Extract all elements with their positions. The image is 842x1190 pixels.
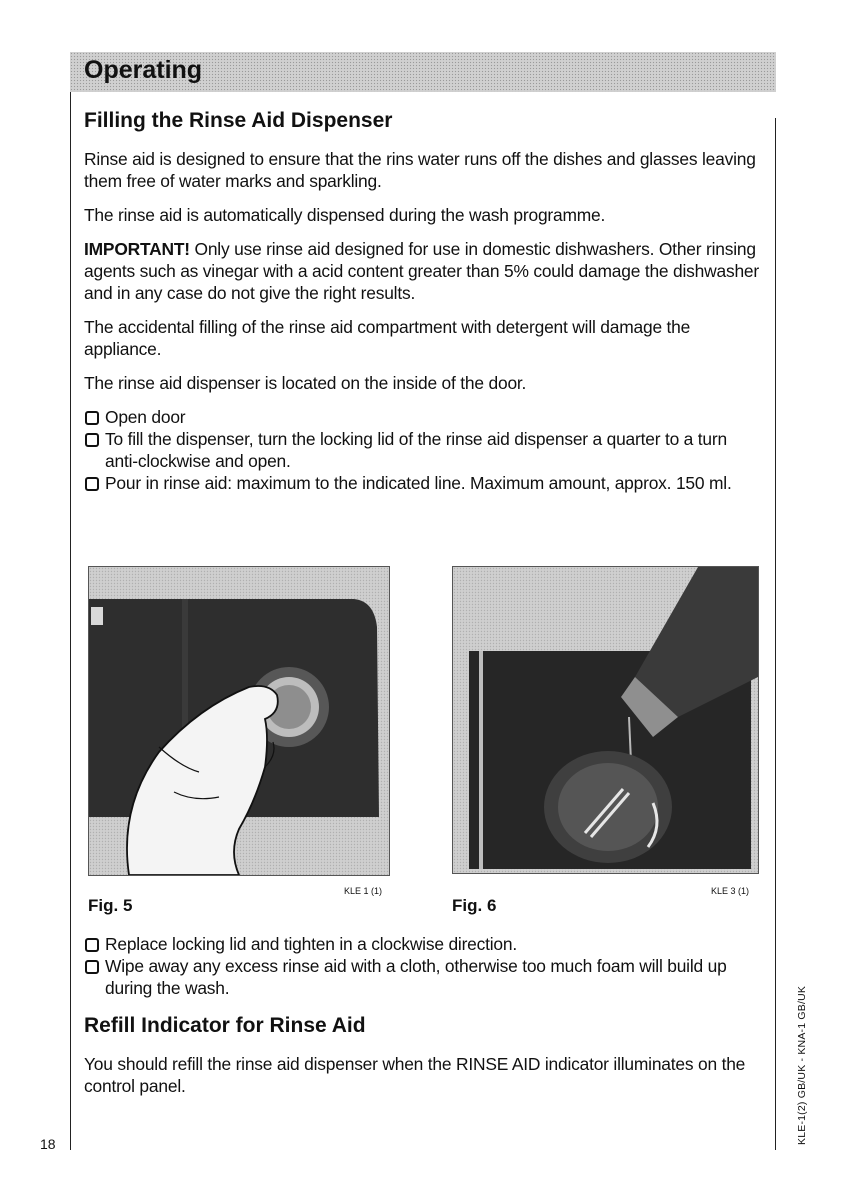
- hand-turning-lid-illustration: [89, 567, 389, 875]
- step-item: Replace locking lid and tighten in a clockwise direction.: [84, 933, 764, 955]
- figure-6-code: KLE 3 (1): [711, 886, 750, 896]
- figure-5-caption: Fig. 5: [88, 896, 133, 915]
- filling-steps: [84, 406, 764, 494]
- step-item: Pour in rinse aid: maximum to the indicated line. Maximum amount, approx. 150 ml.: [84, 472, 764, 494]
- step-item: To fill the dispenser, turn the locking lid of the rinse aid dispenser a quarter to a turn anti-clockwise and open.: [84, 428, 764, 472]
- section-banner: [70, 52, 776, 92]
- paragraph-refill-indicator: You should refill the rinse aid dispenser when the RINSE AID indicator illuminates on the control panel.: [84, 1054, 746, 1096]
- paragraph-auto-dispense: The rinse aid is automatically dispensed during the wash programme.: [84, 205, 606, 225]
- section-title: Operating: [84, 56, 203, 84]
- heading-filling-rinse-aid: Filling the Rinse Aid Dispenser: [84, 109, 393, 132]
- figure-6: [452, 566, 760, 915]
- figure-6-caption: Fig. 6: [452, 896, 497, 915]
- after-filling-steps: [84, 933, 764, 999]
- paragraph-important: [84, 238, 764, 304]
- content-column: [84, 108, 764, 494]
- page-number: 18: [40, 1136, 56, 1152]
- step-item: Open door: [84, 406, 764, 428]
- step-item: Wipe away any excess rinse aid with a cloth, otherwise too much foam will build up during the wash.: [84, 955, 764, 999]
- content-column-lower: [84, 933, 764, 1109]
- figure-6-photo: [452, 566, 759, 874]
- paragraph-location: The rinse aid dispenser is located on the inside of the door.: [84, 373, 527, 393]
- pouring-rinse-aid-illustration: [453, 567, 758, 873]
- figure-5-code: KLE 1 (1): [344, 886, 383, 896]
- paragraph-purpose: Rinse aid is designed to ensure that the rins water runs off the dishes and glasses leaving them free of water marks and sparkling.: [84, 149, 756, 191]
- figure-5: [88, 566, 390, 915]
- document-code: KLE-1(2) GB/UK - KNA-1 GB/UK: [796, 985, 808, 1145]
- heading-refill-indicator: Refill Indicator for Rinse Aid: [84, 1014, 366, 1037]
- left-rule: [70, 92, 71, 1150]
- important-label: IMPORTANT!: [84, 239, 190, 259]
- figure-5-photo: [88, 566, 390, 876]
- important-text: Only use rinse aid designed for use in domestic dishwashers. Other rinsing agents such as vinegar with a acid content greater than 5% could damage the dishwasher and in any case do not give the right results.: [84, 239, 759, 303]
- paragraph-detergent-warning: The accidental filling of the rinse aid compartment with detergent will damage the appliance.: [84, 317, 691, 359]
- right-rule: [775, 118, 776, 1150]
